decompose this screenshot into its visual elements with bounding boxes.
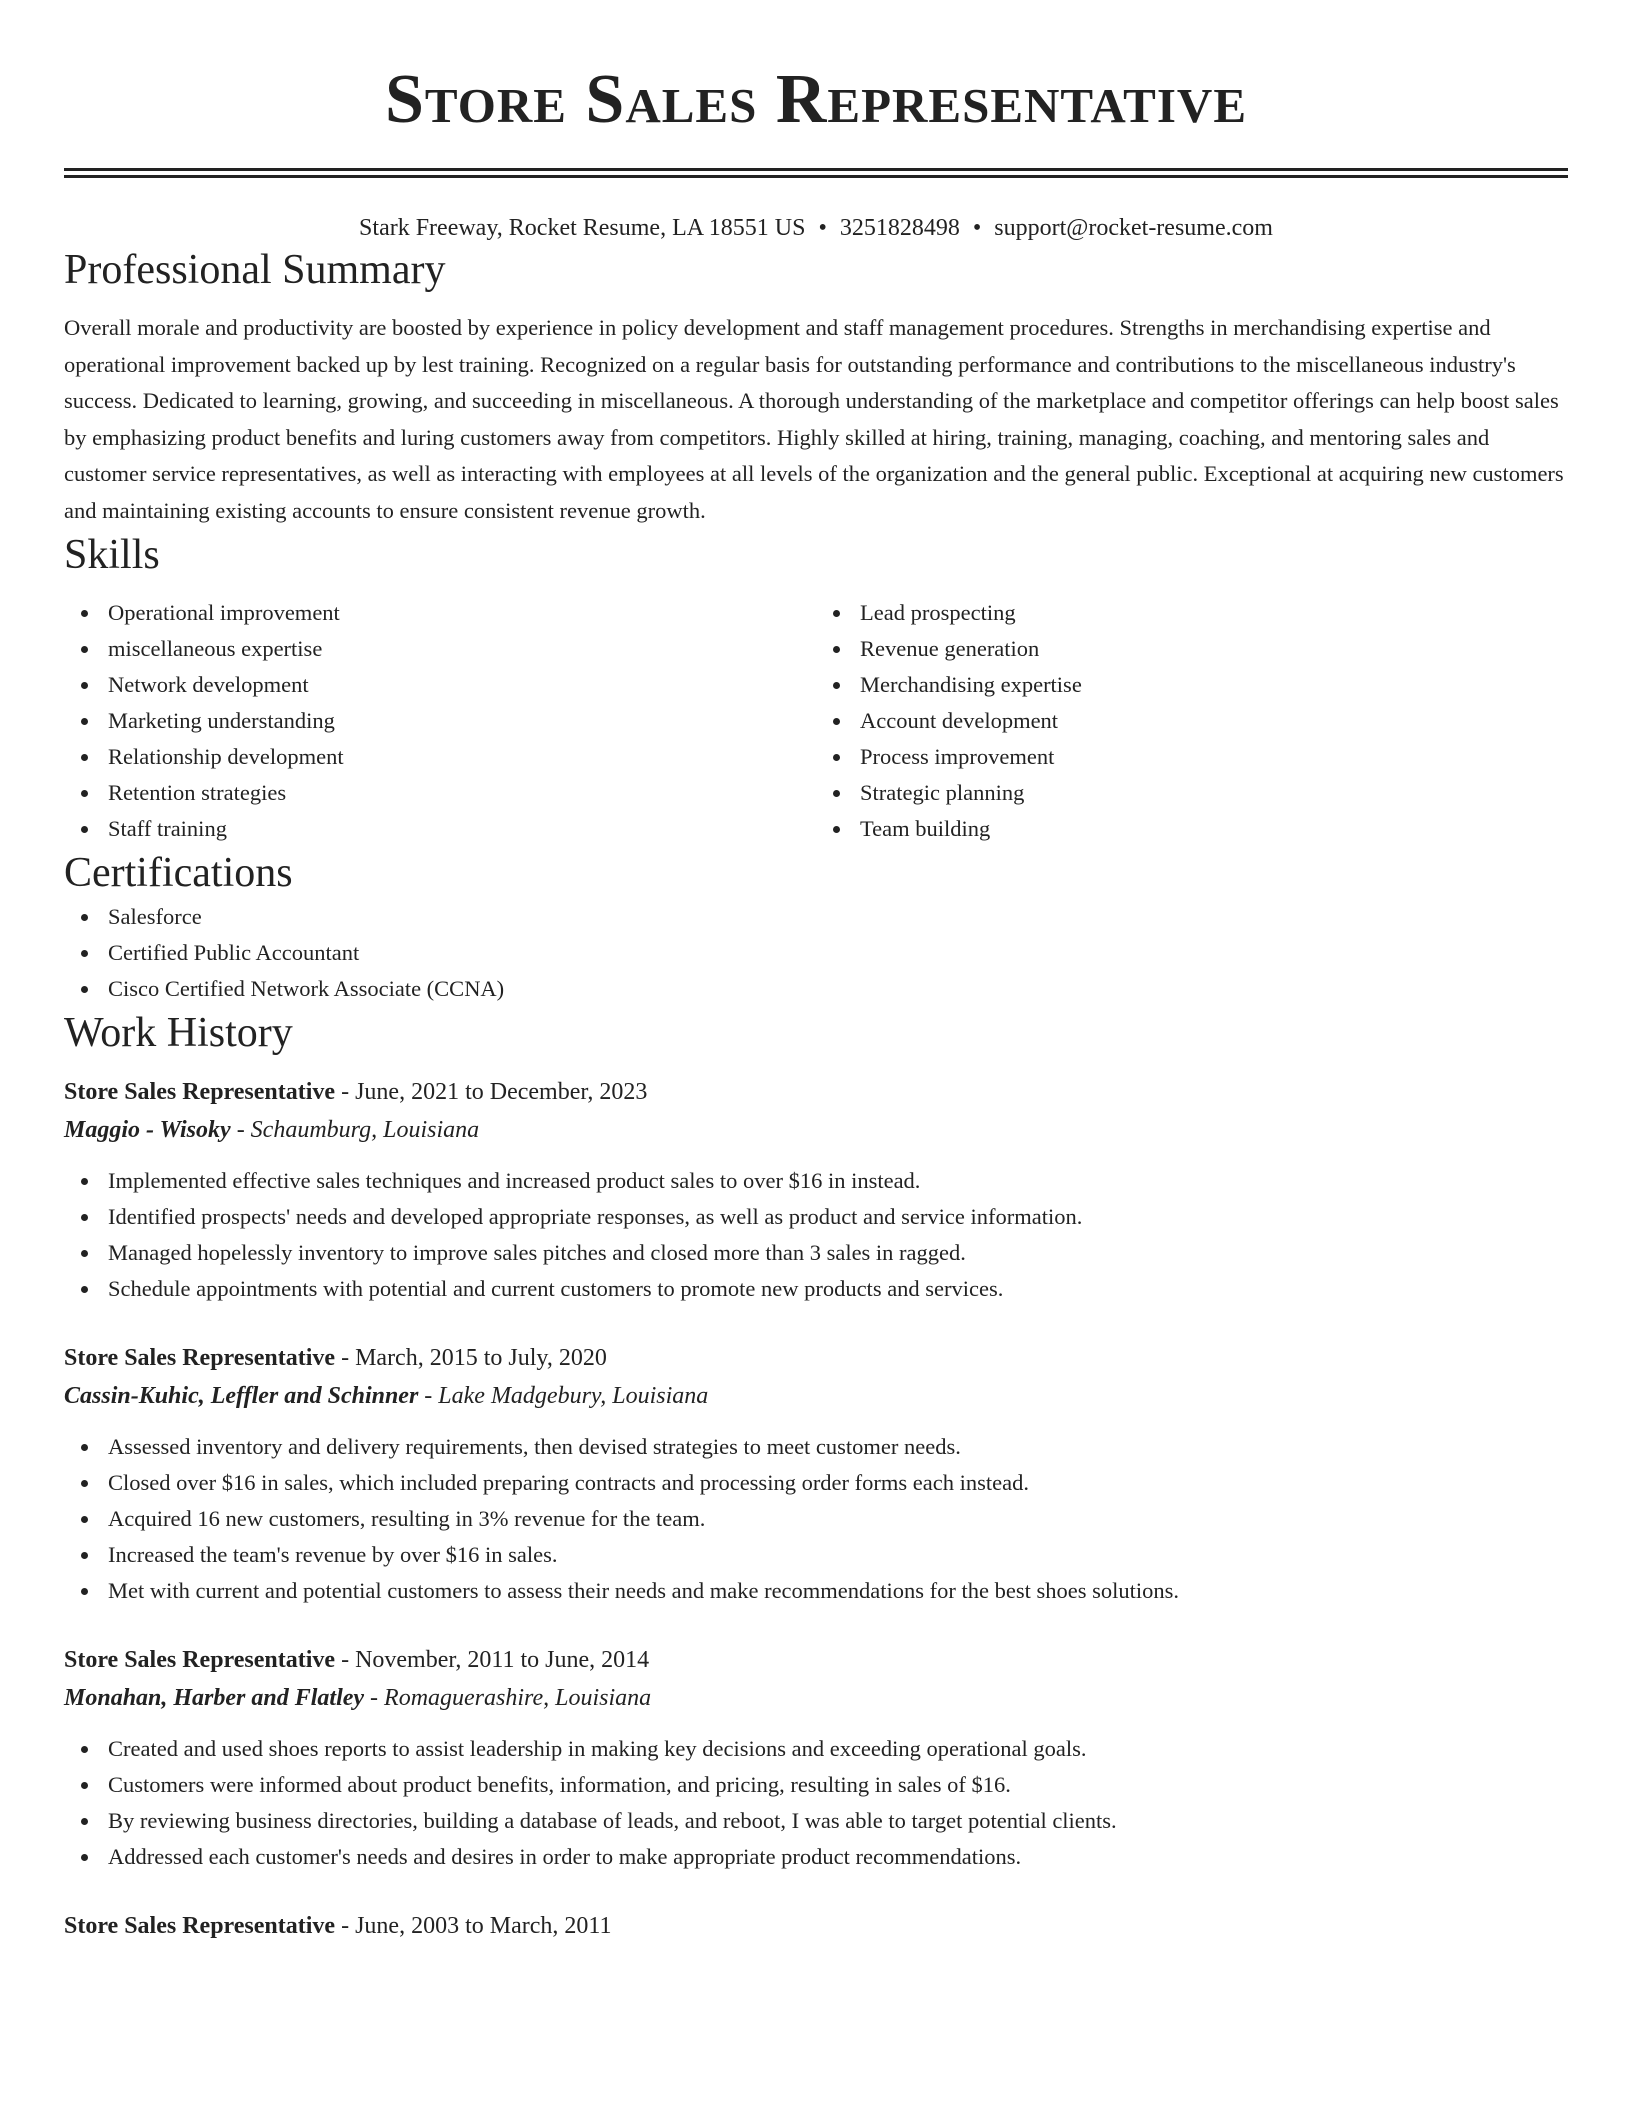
job-company: Maggio - Wisoky — [64, 1117, 231, 1143]
skill-item: Staff training — [64, 811, 816, 847]
job-duty-item: Created and used shoes reports to assist leadership in making key decisions and exceeding operational goals. — [64, 1731, 1568, 1767]
job-entry — [64, 1641, 1568, 1875]
skill-item: Team building — [816, 811, 1568, 847]
job-title: Store Sales Representative — [64, 1079, 336, 1105]
job-company: Monahan, Harber and Flatley — [64, 1685, 365, 1711]
certification-item: Certified Public Accountant — [64, 935, 1568, 971]
job-duty-item: Implemented effective sales techniques and increased product sales to over $16 in instead. — [64, 1163, 1568, 1199]
skills-column-right — [816, 595, 1568, 847]
contact-separator: • — [818, 215, 827, 241]
skill-item: Network development — [64, 667, 816, 703]
job-entry — [64, 1339, 1568, 1609]
skills-column-left — [64, 595, 816, 847]
job-duty-item: Closed over $16 in sales, which included preparing contracts and processing order forms each instead. — [64, 1465, 1568, 1501]
job-duties — [64, 1163, 1568, 1307]
skill-item: Process improvement — [816, 739, 1568, 775]
job-title: Store Sales Representative — [64, 1345, 336, 1371]
contact-line — [64, 212, 1568, 244]
job-entry — [64, 1907, 1568, 1945]
job-duty-item: Schedule appointments with potential and current customers to promote new products and services. — [64, 1271, 1568, 1307]
skill-item: miscellaneous expertise — [64, 631, 816, 667]
skill-item: Merchandising expertise — [816, 667, 1568, 703]
summary-heading: Professional Summary — [64, 247, 446, 293]
job-entry — [64, 1073, 1568, 1307]
skill-item: Retention strategies — [64, 775, 816, 811]
job-company-line — [64, 1377, 1568, 1415]
skills-list — [64, 595, 1568, 847]
contact-email: support@rocket-resume.com — [994, 215, 1273, 241]
job-duty-item: Assessed inventory and delivery requirements, then devised strategies to meet customer needs. — [64, 1429, 1568, 1465]
job-dates: - June, 2021 to December, 2023 — [335, 1079, 648, 1105]
job-duty-item: Customers were informed about product benefits, information, and pricing, resulting in sales of $16. — [64, 1767, 1568, 1803]
job-title: Store Sales Representative — [64, 1647, 336, 1673]
job-company: Cassin-Kuhic, Leffler and Schinner — [64, 1383, 419, 1409]
job-title-line — [64, 1339, 1568, 1377]
resume-title: Store Sales Representative — [384, 61, 1247, 138]
contact-phone: 3251828498 — [839, 215, 960, 241]
job-duties — [64, 1731, 1568, 1875]
job-duty-item: By reviewing business directories, building a database of leads, and reboot, I was able to target potential clients. — [64, 1803, 1568, 1839]
title-divider — [64, 168, 1568, 178]
job-duty-item: Managed hopelessly inventory to improve sales pitches and closed more than 3 sales in ragged. — [64, 1235, 1568, 1271]
job-title-line — [64, 1073, 1568, 1111]
work-history-heading: Work History — [64, 1010, 293, 1056]
summary-text: Overall morale and productivity are boosted by experience in policy development and staff management procedures. Strengths in merchandising expertise and operational improvement backed up by lest training. Recognized on a regular basis for outstanding performance and contributions to the miscellaneous industry's success. Dedicated to learning, growing, and succeeding in miscellaneous. A thorough understanding of the marketplace and competitor offerings can help boost sales by emphasizing product benefits and luring customers away from competitors. Highly skilled at hiring, training, managing, coaching, and mentoring sales and customer service representatives, as well as interacting with employees at all levels of the organization and the general public. Exceptional at acquiring new customers and maintaining existing accounts to ensure consistent revenue growth. — [64, 315, 1564, 523]
skill-item: Account development — [816, 703, 1568, 739]
skill-item: Operational improvement — [64, 595, 816, 631]
skills-heading: Skills — [64, 532, 160, 578]
job-duties — [64, 1429, 1568, 1609]
skill-item: Revenue generation — [816, 631, 1568, 667]
job-dates: - November, 2011 to June, 2014 — [335, 1647, 650, 1673]
job-dates: - June, 2003 to March, 2011 — [335, 1913, 612, 1939]
skill-item: Strategic planning — [816, 775, 1568, 811]
skill-item: Marketing understanding — [64, 703, 816, 739]
certification-item: Cisco Certified Network Associate (CCNA) — [64, 971, 1568, 1007]
job-location: - Schaumburg, Louisiana — [230, 1117, 480, 1143]
certification-item: Salesforce — [64, 899, 1568, 935]
skill-item: Relationship development — [64, 739, 816, 775]
job-duty-item: Acquired 16 new customers, resulting in 3% revenue for the team. — [64, 1501, 1568, 1537]
job-dates: - March, 2015 to July, 2020 — [335, 1345, 607, 1371]
job-duty-item: Identified prospects' needs and developed appropriate responses, as well as product and service information. — [64, 1199, 1568, 1235]
job-company-line — [64, 1111, 1568, 1149]
certifications-list — [64, 899, 1568, 1007]
contact-separator: • — [972, 215, 982, 241]
job-title: Store Sales Representative — [64, 1913, 336, 1939]
job-duty-item: Increased the team's revenue by over $16 in sales. — [64, 1537, 1568, 1573]
job-location: - Lake Madgebury, Louisiana — [418, 1383, 709, 1409]
skill-item: Lead prospecting — [816, 595, 1568, 631]
job-title-line — [64, 1641, 1568, 1679]
job-duty-item: Met with current and potential customers to assess their needs and make recommendations for the best shoes solutions. — [64, 1573, 1568, 1609]
job-location: - Romaguerashire, Louisiana — [364, 1685, 652, 1711]
job-duty-item: Addressed each customer's needs and desires in order to make appropriate product recommendations. — [64, 1839, 1568, 1875]
contact-address: Stark Freeway, Rocket Resume, LA 18551 US — [359, 215, 806, 241]
job-title-line — [64, 1907, 1568, 1945]
job-company-line — [64, 1679, 1568, 1717]
certifications-heading: Certifications — [64, 850, 293, 896]
